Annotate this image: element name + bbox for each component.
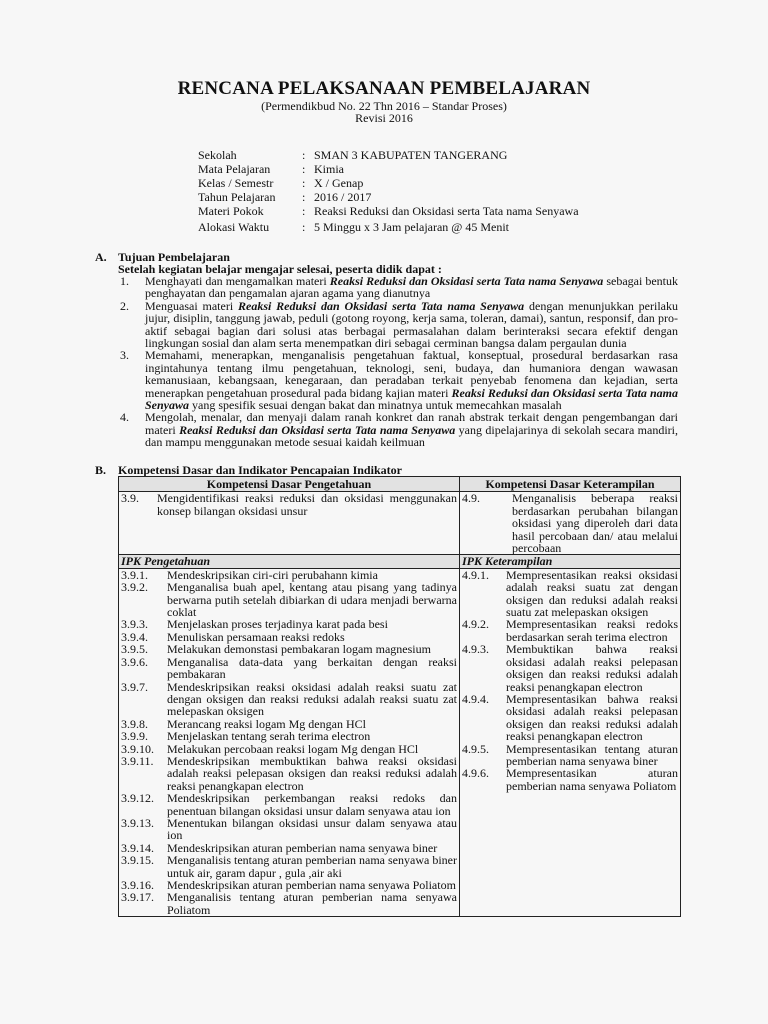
column-header-pengetahuan: Kompetensi Dasar Pengetahuan — [119, 477, 460, 492]
ipk-item: 3.9.17. Menganalisis tentang aturan pemberian nama senyawa Poliatom — [121, 890, 457, 917]
ipk-keterampilan-header: IPK Keterampilan — [460, 555, 681, 568]
ipk-keterampilan-list — [460, 568, 681, 916]
kd-keterampilan-cell — [460, 492, 681, 555]
info-key: Mata Pelajaran — [198, 162, 271, 176]
ipk-item: 3.9.10. Melakukan percobaan reaksi logam Mg dengan HCl — [121, 741, 419, 756]
table-row — [119, 568, 681, 916]
ipk-item: 3.9.12. Mendeskripsikan perkembangan reaksi redoks dan penentuan bilangan oksidasi unsur dalam senyawa atau ion — [121, 791, 457, 818]
info-sep: : — [302, 176, 306, 190]
ipk-item: 3.9.9. Menjelaskan tentang serah terima electron — [121, 729, 371, 744]
info-row — [198, 218, 584, 234]
info-sep: : — [302, 148, 306, 162]
info-sep: : — [302, 190, 306, 204]
document-revision: Revisi 2016 — [355, 111, 413, 125]
section-b-title: Kompetensi Dasar dan Indikator Pencapaian Indikator — [118, 463, 402, 477]
list-item: 4. Mengolah, menalar, dan menyaji dalam ranah konkret dan ranah abstrak terkait dengan pengembangan dari materi Reaksi Reduksi dan Oksidasi serta Tata nama Senyawa yang dipelajarinya di sekolah secara mandiri, dan mampu menggunakan metode sesuai kaidah keilmuan — [120, 410, 679, 450]
info-value: X / Genap — [314, 176, 364, 190]
section-a-title: Tujuan Pembelajaran — [118, 250, 230, 264]
competency-table — [118, 476, 681, 917]
ipk-item: 3.9.1. Mendeskripsikan ciri-ciri perubahann kimia — [121, 567, 378, 582]
document-title: RENCANA PELAKSANAAN PEMBELAJARAN — [177, 78, 591, 99]
ipk-item: 4.9.3. Membuktikan bahwa reaksi oksidasi adalah reaksi pelepasan oksigen dan reaksi reduksi adalah reaksi penangkapan electron — [462, 642, 678, 694]
section-b-letter: B. — [95, 463, 107, 477]
info-row — [198, 190, 584, 204]
info-value: SMAN 3 KABUPATEN TANGERANG — [314, 148, 508, 162]
school-info-table — [198, 148, 584, 234]
info-row — [198, 204, 584, 218]
section-a-intro: Setelah kegiatan belajar mengajar selesai, peserta didik dapat : — [118, 262, 442, 276]
info-key: Alokasi Waktu — [198, 220, 270, 234]
info-value: 2016 / 2017 — [314, 190, 372, 204]
table-header-row — [119, 477, 681, 492]
ipk-item: 3.9.16. Mendeskripsikan aturan pemberian nama senyawa Poliatom — [121, 878, 456, 892]
ipk-item: 4.9.2. Mempresentasikan reaksi redoks berdasarkan serah terima electron — [462, 617, 678, 644]
ipk-item: 3.9.8. Merancang reaksi logam Mg dengan HCl — [121, 716, 366, 731]
list-item: 1. Menghayati dan mengamalkan materi Reaksi Reduksi dan Oksidasi serta Tata nama Senyawa sebagai bentuk penghayatan dan pengamalan ajaran agama yang dianutnya — [120, 274, 678, 301]
info-sep: : — [302, 162, 306, 176]
ipk-item: 3.9.14. Mendeskripsikan aturan pemberian nama senyawa biner — [121, 840, 438, 855]
info-value: 5 Minggu x 3 Jam pelajaran @ 45 Menit — [314, 220, 510, 234]
info-row — [198, 162, 584, 176]
ipk-header-row — [119, 555, 681, 568]
info-row — [198, 148, 584, 162]
ipk-item: 3.9.6. Menganalisa data-data yang berkaitan dengan reaksi pembakaran — [121, 654, 457, 682]
list-item: 3. Memahami, menerapkan, menganalisis pengetahuan faktual, konseptual, prosedural berdasarkan rasa ingintahunya tentang ilmu pengetahuan, teknologi, seni, budaya, dan humaniora dengan wawasan kemanusiaan, kebangsaan, kenegaraan, dan peradaban terkait penyebab fenomena dan kejadian, serta menerapkan pengetahuan prosedural pada bidang kajian materi Reaksi Reduksi dan Oksidasi serta Tata nama Senyawa yang spesifik sesuai dengan bakat dan minatnya untuk memecahkan masalah — [120, 348, 678, 413]
info-key: Materi Pokok — [198, 204, 264, 218]
kd-keterampilan: 4.9. Menganalisis beberapa reaksi berdasarkan perubahan bilangan oksidasi yang diperoleh dari data hasil percobaan dan/ atau melalui percobaan — [462, 491, 678, 556]
info-sep: : — [302, 220, 306, 234]
section-a-letter: A. — [95, 250, 107, 264]
table-row — [119, 492, 681, 555]
info-key: Sekolah — [198, 148, 237, 162]
ipk-item: 4.9.1. Mempresentasikan reaksi oksidasi adalah reaksi suatu zat dengan oksigen dan reduksi adalah reaksi suatu zat melepaskan oksigen — [462, 567, 678, 620]
info-value: Kimia — [314, 162, 344, 176]
info-value: Reaksi Reduksi dan Oksidasi serta Tata nama Senyawa — [314, 204, 579, 218]
learning-objectives-list — [118, 275, 678, 449]
ipk-item: 4.9.6. Mempresentasikan aturan pemberian nama senyawa Poliatom — [462, 766, 678, 793]
info-row — [198, 176, 584, 190]
document-subtitle: (Permendikbud No. 22 Thn 2016 – Standar Proses) — [261, 99, 507, 113]
info-sep: : — [302, 204, 306, 218]
ipk-item: 3.9.11. Mendeskripsikan membuktikan bahwa reaksi oksidasi adalah reaksi pelepasan oksigen dan reaksi reduksi adalah reaksi penangkapan electron — [121, 753, 457, 793]
ipk-item: 4.9.5. Mempresentasikan tentang aturan pemberian nama senyawa biner — [462, 741, 678, 768]
ipk-item: 3.9.2. Menganalisa buah apel, kentang atau pisang yang tadinya berwarna putih setelah dibiarkan di udara menjadi berwarna coklat — [121, 580, 457, 620]
info-key: Tahun Pelajaran — [198, 190, 276, 204]
ipk-item: 4.9.4. Mempresentasikan bahwa reaksi oksidasi adalah reaksi pelepasan oksigen dan reaksi reduksi adalah reaksi penangkapan electron — [462, 691, 678, 744]
info-key: Kelas / Semestr — [198, 176, 274, 190]
ipk-item: 3.9.13. Menentukan bilangan oksidasi unsur dalam senyawa atau ion — [121, 815, 457, 843]
kd-pengetahuan: 3.9. Mengidentifikasi reaksi reduksi dan oksidasi menggunakan konsep bilangan oksidasi unsur — [121, 491, 457, 518]
column-header-keterampilan: Kompetensi Dasar Keterampilan — [460, 477, 681, 492]
kd-pengetahuan-cell — [119, 492, 460, 555]
list-item: 2. Menguasai materi Reaksi Reduksi dan Oksidasi serta Tata nama Senyawa dengan menunjukkan perilaku jujur, disiplin, tanggung jawab, peduli (gotong royong, kerja sama, toleran, damai), santun, responsif, dan pro-aktif sebagai bagian dari solusi atas berbagai permasalahan dalam berinteraksi secara efektif dengan lingkungan sosial dan alam serta menempatkan diri sebagai cerminan bangsa dalam pergaulan dunia — [120, 298, 678, 351]
ipk-item: 3.9.15. Menganalisis tentang aturan pemberian nama senyawa biner untuk air, garam dapur , gula ,air aki — [121, 853, 457, 880]
ipk-pengetahuan-list — [119, 568, 460, 916]
ipk-item: 3.9.4. Menuliskan persamaan reaksi redoks — [121, 629, 345, 644]
ipk-item: 3.9.7. Mendeskripsikan reaksi oksidasi adalah reaksi suatu zat dengan oksigen dan reaksi reduksi adalah reaksi suatu zat melepaskan oksigen — [121, 679, 457, 719]
ipk-item: 3.9.5. Melakukan demonstasi pembakaran logam magnesium — [121, 642, 431, 657]
ipk-item: 3.9.3. Menjelaskan proses terjadinya karat pada besi — [121, 617, 388, 632]
ipk-pengetahuan-header: IPK Pengetahuan — [119, 555, 460, 568]
